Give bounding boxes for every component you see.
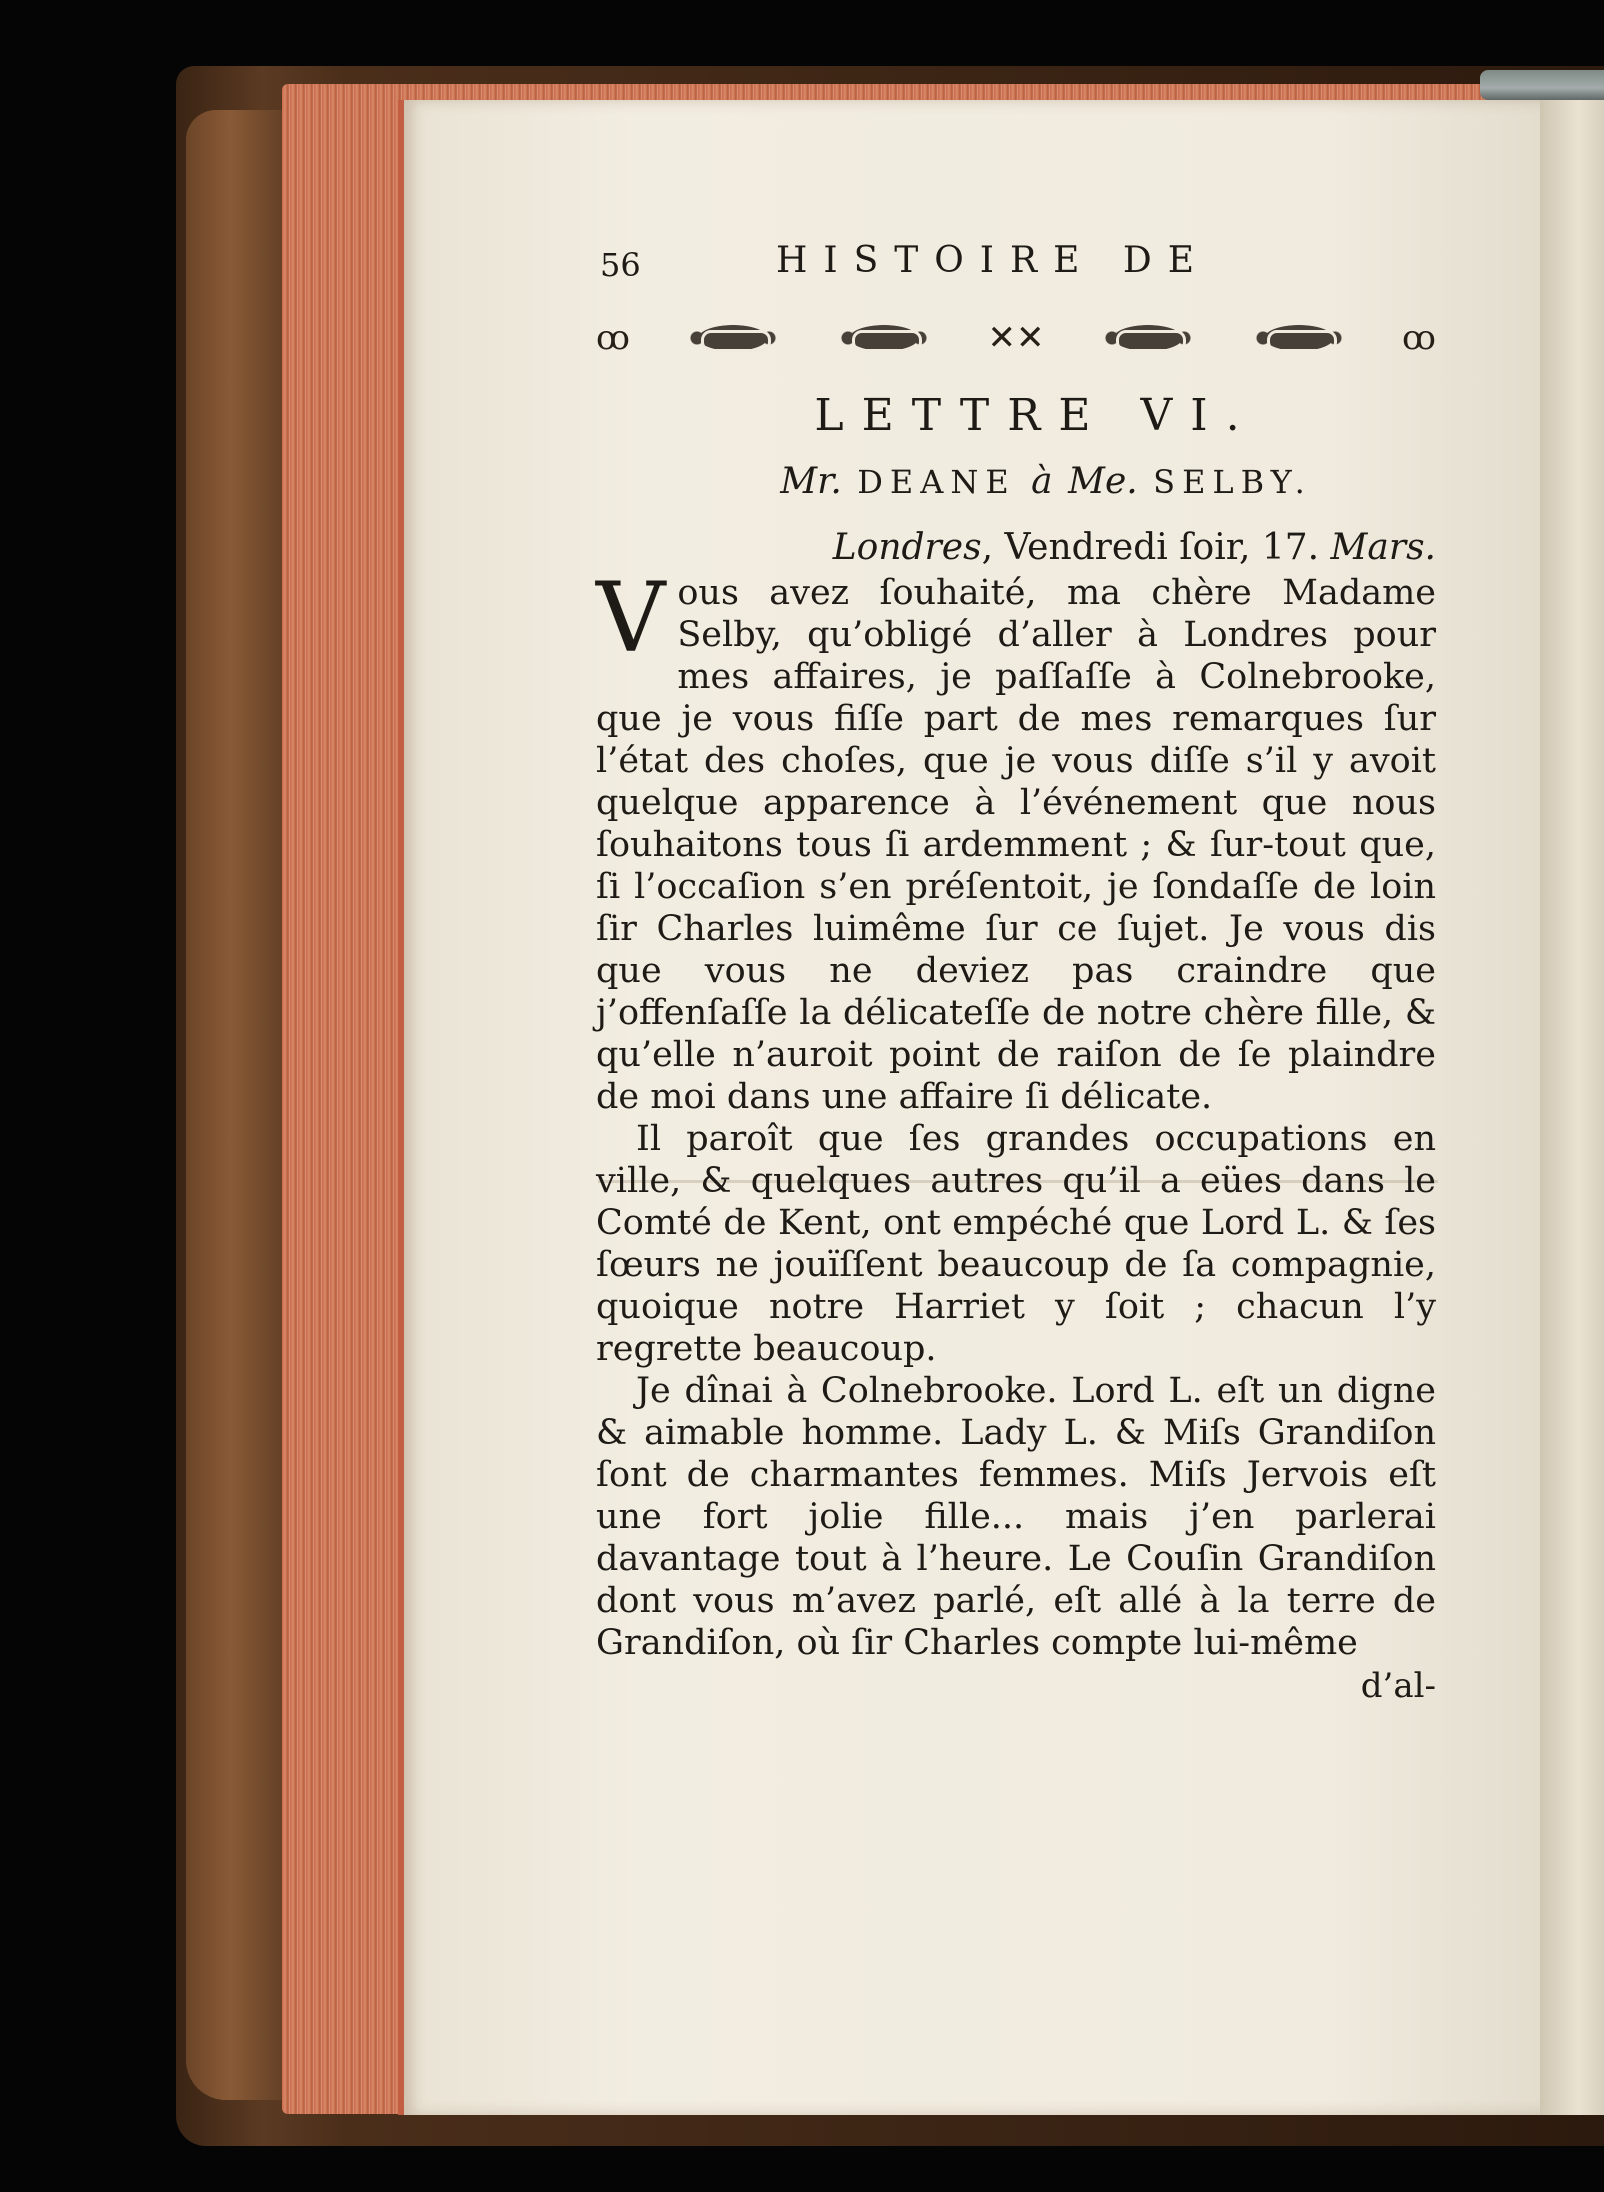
scroll-ornament-icon: ꝏ [596, 318, 630, 358]
knot-ornament-icon [836, 320, 932, 356]
sender-prefix: Mr. [780, 461, 842, 502]
letter-title: LETTRE VI. [814, 390, 1258, 441]
running-head: HISTOIRE DE [776, 240, 1210, 281]
knot-ornament-icon [685, 320, 781, 356]
dateline-place: Londres [832, 527, 982, 568]
paragraph-2: Il paroît que ſes grandes occupations en ville, & quelques autres qu’il a eües dans le Comté de Kent, ont empéché que Lord L. & ſes ſœurs ne jouïſſent beaucoup de ſa compagnie, quoique notre Harriet y ſoit ; chacun l’y regrette beaucoup. [596, 1119, 1436, 1369]
knot-ornament-icon [1251, 320, 1347, 356]
crossed-ornament-icon: ✕✕ [987, 318, 1045, 358]
dateline-day: , Vendredi ſoir, 17. [981, 527, 1331, 568]
book-clasp [1480, 70, 1604, 100]
page-number: 56 [600, 246, 641, 284]
recipient-prefix: Me. [1068, 461, 1138, 502]
scroll-ornament-icon: ꝏ [1401, 318, 1436, 358]
page-text [596, 240, 1436, 1706]
paragraph-1-text: ous avez ſouhaité, ma chère Madame Selby, qu’obligé d’aller à Londres pour mes affaires, je paſſaſſe à Colnebrooke, que je vous fiſſe part de mes remarques ſur l’état des choſes, que je vous diſſe s’il y avoit quelque apparence à l’événement que nous ſouhaitons tous ſi ardemment ; & ſur-tout que, ſi l’occaſion s’en préſentoit, je ſondaſſe de loin ſir Charles luimême ſur ce ſujet. Je vous dis que vous ne deviez pas craindre que j’offenſaſſe la délicateſſe de notre chère fille, & qu’elle n’auroit point de raiſon de ſe plaindre de moi dans une affaire ſi délicate. [596, 573, 1436, 1117]
sender-name: DEANE [857, 463, 1016, 501]
recipient-name: SELBY. [1153, 463, 1312, 501]
letter-dateline [596, 524, 1436, 572]
page-header [596, 240, 1436, 296]
salutation-connector: à [1031, 461, 1053, 502]
paragraph-1 [596, 562, 1436, 1118]
catchword: d’al- [1360, 1666, 1436, 1706]
knot-ornament-icon [1100, 320, 1196, 356]
dateline-month: Mars. [1330, 527, 1436, 568]
paragraph-3: Je dînai à Colnebrooke. Lord L. eſt un digne & aimable homme. Lady L. & Miſs Grandiſon ſont de charmantes femmes. Miſs Jervois eſt une fort jolie fille... mais j’en parlerai davantage tout à l’heure. Le Couſin Grandiſon dont vous m’avez parlé, eſt allé à la terre de Grandiſon, où ſir Charles compte lui-même [596, 1371, 1436, 1663]
letter-salutation [596, 461, 1436, 502]
fleuron-ornament-icon [596, 314, 1436, 362]
drop-cap: V [596, 562, 666, 674]
book-spine-edge [186, 110, 296, 2100]
facing-page-edge [1540, 100, 1604, 2115]
letter-body [596, 562, 1436, 1664]
